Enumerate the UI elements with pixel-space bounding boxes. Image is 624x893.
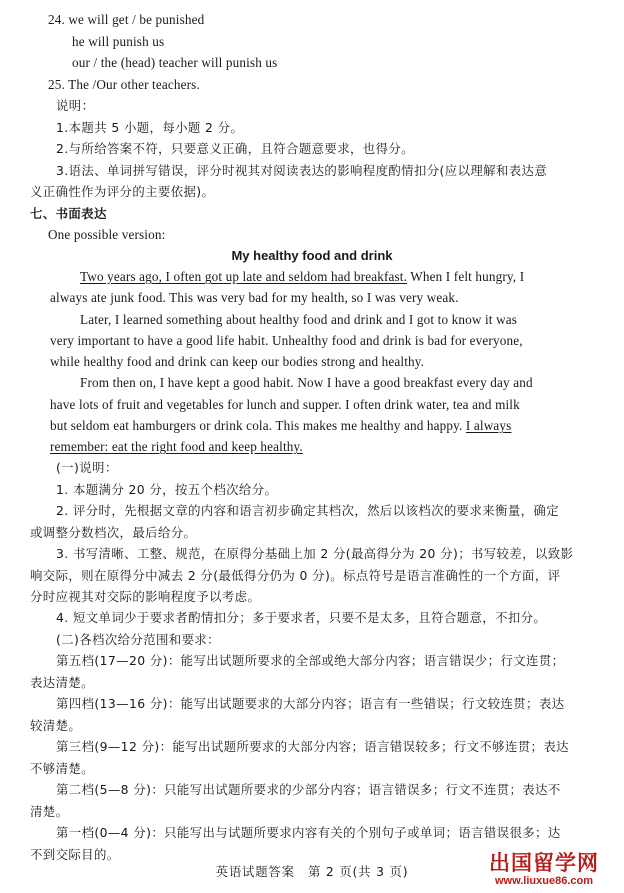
grade-5: 第五档(17—20 分)：能写出试题所要求的全部或绝大部分内容；语言错误少；行文连贯；	[56, 653, 565, 668]
grade-4-cont: 较清楚。	[30, 718, 82, 733]
page-footer: 英语试题答案 第 2 页(共 3 页)	[215, 864, 409, 879]
grade-5-cont: 表达清楚。	[30, 675, 94, 690]
version-label: One possible version:	[48, 227, 166, 242]
essay-line: always ate junk food. This was very bad for my health, so I was very weak.	[50, 290, 459, 305]
essay-line: very important to have a good life habit. Unhealthy food and drink is bad for everyone,	[50, 333, 523, 348]
essay-title: My healthy food and drink	[231, 248, 393, 263]
explanation-item-2-cont: 或调整分数档次，最后给分。	[30, 525, 197, 540]
essay-line: have lots of fruit and vegetables for lunch and supper. I often drink water, tea and milk	[50, 397, 520, 412]
notes-heading: 说明：	[56, 98, 95, 113]
essay-paragraph-3: From then on, I have kept a good habit. Now I have a good breakfast every day and	[80, 375, 533, 390]
note-item-3-cont: 义正确性作为评分的主要依据)。	[30, 184, 215, 199]
essay-paragraph-1	[0, 269, 624, 285]
note-item-3: 3.语法、单词拼写错误，评分时视其对阅读表达的影响程度酌情扣分(应以理解和表达意	[56, 163, 548, 178]
essay-line: while healthy food and drink can keep our bodies strong and healthy.	[50, 354, 425, 369]
explanation-item-4: 4. 短文单词少于要求者酌情扣分；多于要求者，只要不是太多，且符合题意，不扣分。	[56, 610, 547, 625]
answer-24-line-3: our / the (head) teacher will punish us	[72, 55, 278, 70]
note-item-2: 2.与所给答案不符，只要意义正确，且符合题意要求，也得分。	[56, 141, 414, 156]
explanation-heading: (一)说明：	[56, 460, 118, 475]
grade-2-cont: 清楚。	[30, 804, 69, 819]
explanation-item-3: 3. 书写清晰、工整、规范，在原得分基础上加 2 分(最高得分为 20 分)；书写较差，以致影	[56, 546, 574, 561]
underlined-sentence: Two years ago, I often got up late and seldom had breakfast.	[80, 269, 408, 284]
grade-1-cont: 不到交际目的。	[30, 847, 120, 862]
watermark-url: www.liuxue86.com	[494, 875, 593, 887]
grade-3-cont: 不够清楚。	[30, 761, 94, 776]
essay-line	[0, 418, 624, 434]
explanation-item-2: 2. 评分时，先根据文章的内容和语言初步确定其档次，然后以该档次的要求来衡量，确定	[56, 503, 560, 518]
underlined-sentence: I always	[465, 418, 512, 433]
watermark-title: 出国留学网	[489, 851, 599, 875]
essay-text: When I felt hungry, I	[407, 269, 525, 284]
grades-heading: (二)各档次给分范围和要求：	[56, 632, 220, 647]
grade-3: 第三档(9—12 分)：能写出试题所要求的大部分内容；语言错误较多；行文不够连贯；表达	[56, 739, 569, 754]
grade-1: 第一档(0—4 分)：只能写出与试题所要求内容有关的个别句子或单词；语言错误很多；达	[56, 825, 561, 840]
underlined-sentence: remember: eat the right food and keep healthy.	[50, 439, 303, 454]
grade-2: 第二档(5—8 分)：只能写出试题所要求的少部分内容；语言错误多；行文不连贯；表达不	[56, 782, 561, 797]
essay-line	[0, 439, 624, 455]
explanation-item-3-cont: 分时应视其对交际的影响程度予以考虑。	[30, 589, 261, 604]
section-heading: 七、书面表达	[30, 206, 107, 221]
answer-25: 25. The /Our other teachers.	[48, 77, 200, 92]
explanation-item-3-cont: 响交际，则在原得分中减去 2 分(最低得分仍为 0 分)。标点符号是语言准确性的一个方面，评	[30, 568, 561, 583]
watermark-logo	[474, 851, 614, 887]
answer-24-line-2: he will punish us	[72, 34, 165, 49]
grade-4: 第四档(13—16 分)：能写出试题要求的大部分内容；语言有一些错误；行文较连贯；表达	[56, 696, 565, 711]
answer-24-line-1: 24. we will get / be punished	[48, 12, 205, 27]
essay-paragraph-2: Later, I learned something about healthy food and drink and I got to know it was	[80, 312, 518, 327]
essay-text: but seldom eat hamburgers or drink cola. This makes me healthy and happy.	[50, 418, 463, 433]
note-item-1: 1.本题共 5 小题，每小题 2 分。	[56, 120, 244, 135]
explanation-item-1: 1. 本题满分 20 分，按五个档次给分。	[56, 482, 278, 497]
